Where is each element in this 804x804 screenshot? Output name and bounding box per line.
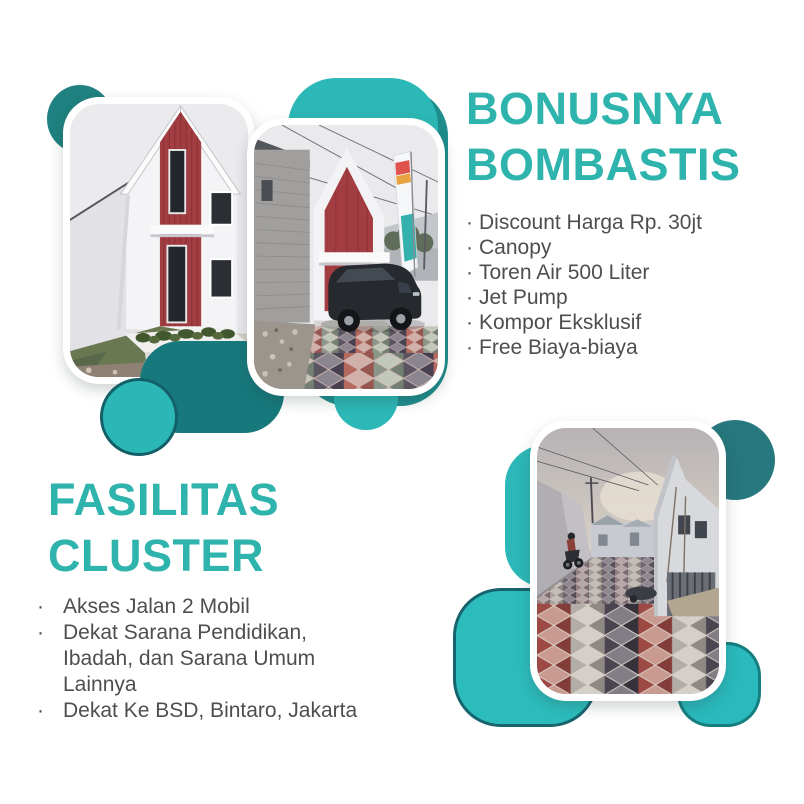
list-item: · Dekat Sarana Pendidikan, Ibadah, dan Sarana Umum Lainnya xyxy=(37,621,316,696)
fasilitas-title xyxy=(48,472,448,584)
photo-house-carport-image xyxy=(254,125,438,389)
fasilitas-title-line1: FASILITAS xyxy=(48,474,280,525)
bullet-dot: · xyxy=(466,336,473,359)
bullet-dot: · xyxy=(466,311,473,334)
list-item: · Free Biaya-biaya xyxy=(466,336,638,359)
fasilitas-title-line2: CLUSTER xyxy=(48,530,264,581)
bullet-dot: · xyxy=(466,211,473,234)
bonus-title xyxy=(466,81,800,193)
house-front-illustration xyxy=(70,104,248,377)
photo-house-front-image xyxy=(70,104,248,377)
list-item: · Canopy xyxy=(466,236,552,259)
bullet-dot: · xyxy=(466,286,473,309)
bullet-dot: · xyxy=(37,699,44,722)
bullet-dot: · xyxy=(466,261,473,284)
teal-outlined-circle-decoration xyxy=(100,378,178,456)
list-item: · Dekat Ke BSD, Bintaro, Jakarta xyxy=(37,699,358,722)
photo-street-view xyxy=(530,421,726,701)
bonus-list xyxy=(466,210,800,360)
fasilitas-list xyxy=(37,594,448,724)
fasilitas-section xyxy=(37,472,448,724)
list-item: · Jet Pump xyxy=(466,286,568,309)
bullet-dot: · xyxy=(466,236,473,259)
list-item: · Kompor Eksklusif xyxy=(466,311,642,334)
photo-house-carport xyxy=(247,118,445,396)
bonus-section xyxy=(466,81,800,360)
list-item: · Discount Harga Rp. 30jt xyxy=(466,211,702,234)
street-view-illustration xyxy=(537,428,719,694)
bullet-dot: · xyxy=(37,621,44,644)
list-item: · Akses Jalan 2 Mobil xyxy=(37,595,250,618)
photo-street-view-image xyxy=(537,428,719,694)
bullet-dot: · xyxy=(37,595,44,618)
list-item: · Toren Air 500 Liter xyxy=(466,261,650,284)
bonus-title-line2: BOMBASTIS xyxy=(466,139,741,190)
bonus-title-line1: BONUSNYA xyxy=(466,83,724,134)
house-carport-illustration xyxy=(254,125,438,389)
